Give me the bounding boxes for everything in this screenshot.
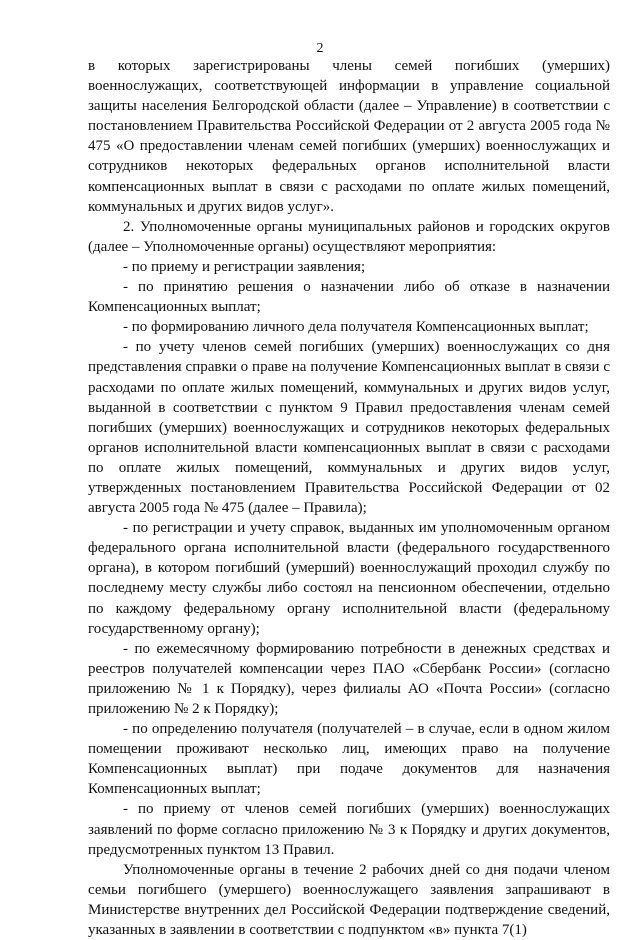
document-body xyxy=(88,56,610,940)
list-item-personal-file: - по формированию личного дела получателя Компенсационных выплат; xyxy=(123,319,589,336)
page-number: 2 xyxy=(316,41,324,56)
paragraph-item-2: 2. Уполномоченные органы муниципальных районов и городских округов (далее – Уполномоченные органы) осуществляют мероприятия: xyxy=(88,218,610,255)
paragraph-requests: Уполномоченные органы в течение 2 рабочих дней со дня подачи членом семьи погибшего (умершего) военнослужащего заявления запрашивают в Министерстве внутренних дел Российской Федерации подтверждение сведений, указанных в заявлении в соответствии с подпунктом «в» пункта 7(1) xyxy=(88,861,610,939)
list-item-family-accounting: - по учету членов семей погибших (умерших) военнослужащих со дня представления справки о праве на получение Компенсационных выплат в связи с расходами по оплате жилых помещений, коммунальных и других видов услуг, выданной в соответствии с пунктом 9 Правил предоставления членам семей погибших (умерших) военнослужащих и сотрудников некоторых федеральных органов исполнительной власти компенсационных выплат в связи с расходами по оплате жилых помещений, коммунальных и других видов услуг, утвержденных постановлением Правительства Российской Федерации от 02 августа 2005 года № 475 (далее – Правила); xyxy=(88,339,610,517)
list-item-decision: - по принятию решения о назначении либо об отказе в назначении Компенсационных выплат; xyxy=(88,279,610,316)
list-item-monthly-needs: - по ежемесячному формированию потребности в денежных средствах и реестров получателей компенсации через ПАО «Сбербанк России» (согласно приложению № 1 к Порядку), через филиалы АО «Почта России» (согласно приложению № 2 к Порядку); xyxy=(88,640,610,717)
paragraph-continuation: в которых зарегистрированы члены семей погибших (умерших) военнослужащих, соответствующей информации в управление социальной защиты населения Белгородской области (далее – Управление) в соответствии с постановлением Правительства Российской Федерации от 2 августа 2005 года № 475 «О предоставлении членам семей погибших (умерших) военнослужащих и сотрудников некоторых федеральных органов исполнительной власти компенсационных выплат в связи с расходами по оплате жилых помещений, коммунальных и других видов услуг». xyxy=(88,58,610,215)
list-item-registration: - по приему и регистрации заявления; xyxy=(123,258,366,275)
list-item-recipient: - по определению получателя (получателей – в случае, если в одном жилом помещении проживают несколько лиц, имеющих право на получение Компенсационных выплат) при подаче документов для назначения Компенсационных выплат; xyxy=(88,721,610,798)
list-item-applications: - по приему от членов семей погибших (умерших) военнослужащих заявлений по форме согласно приложению № 3 к Порядку и других документов, предусмотренных пунктом 13 Правил. xyxy=(88,801,610,858)
list-item-certificates: - по регистрации и учету справок, выданных им уполномоченным органом федерального органа исполнительной власти (федерального государственного органа), в котором погибший (умерший) военнослужащий проходил службу по последнему месту службы либо состоял на пенсионном обеспечении, отдельно по каждому федеральному органу исполнительной власти (федеральному государственному органу); xyxy=(88,520,610,637)
